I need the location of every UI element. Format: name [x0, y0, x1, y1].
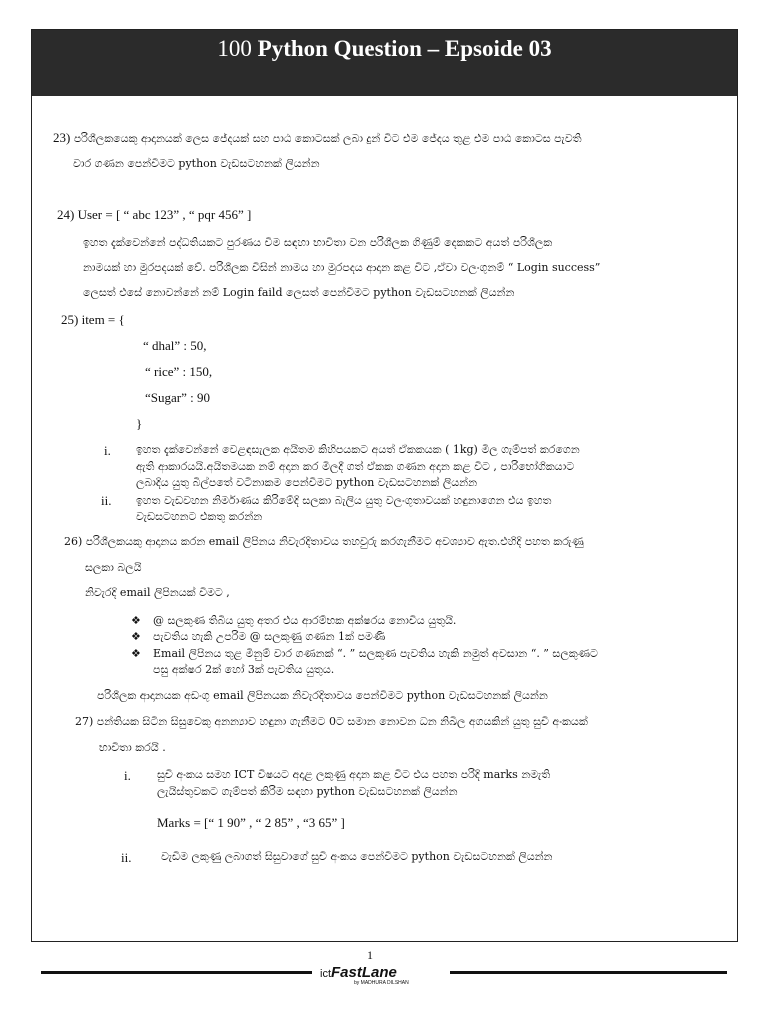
q27-sub-ii-label: ii.	[121, 850, 132, 865]
footer-rule-right	[450, 971, 727, 974]
q26-bullet-2-icon: ❖	[131, 630, 141, 643]
q23-text-1: පරිශීලකයෙකු ආදානයක් ලෙස ජේදයක් සහ පාඨ කොටසක් ලබා දුන් විට එම ජේදය තුළ එම පාඨ කොටස පැවති	[73, 132, 582, 145]
q25-sub-ii-line-1: ඉහත වැඩවහන නිර්මාණය කිරිමේදි සලකා බැලිය යුතු වලංගුතාවයක් හඳුනාගෙන එය ඉහත	[136, 494, 552, 507]
logo-fastlane-text: FastLane	[331, 964, 397, 981]
q26-bullet-3-text-2: පසු අක්ෂර 2ක් හෝ 3ක් පැවතිය යුතුය.	[153, 663, 335, 676]
title-prefix: 100	[217, 36, 258, 61]
page-title: Python Question – Epsoide 03	[257, 36, 552, 61]
q23-number: 23)	[53, 130, 71, 145]
q26-bullet-2-text: පැවතිය හැකි උපරිම @ සලකුණු ගණන 1ක් පමණි	[153, 630, 386, 643]
q25-sub-i-line-2: ඇති ආකාරයයි.අයිතමයක නම් අදාන කර මිලදී ගත් ඒකක ගණන අදාන කළ විට , පාරිභෝගිකයාට	[136, 460, 575, 473]
q26-closing: පරිශීලක ආදානයක අඩංගු email ලිපිනයක නිවැරදිතාවය පෙන්වීමට python වැඩසටහනක් ලියන්න	[97, 689, 548, 702]
q26-bullet-3-icon: ❖	[131, 647, 141, 660]
q27-sub-i-line-2: ලැයිස්තුවකට ගැම්පත් කිරිම සඳහා python වැඩසටහනක් ලියන්න	[157, 785, 458, 798]
logo-ict-text: ict	[320, 968, 331, 980]
q25-sub-ii-line-2: වැඩසටහනට එකතු කරන්න	[136, 510, 263, 523]
q25-sub-i-label: i.	[104, 443, 111, 458]
q25-entry-rice: “ rice” : 150,	[145, 364, 213, 379]
footer-rule-left	[41, 971, 312, 974]
ictfastlane-logo	[320, 962, 440, 992]
q24-line-1: ඉහත දැක්වෙන්නේ පද්ධතියකට පුරණය වීම සඳහා භාවිතා වන පරිශීලක ගිණුම් දෙකකට අයත් පරිශීලක	[83, 236, 553, 249]
q27-sub-i-code: Marks = [“ 1 90” , “ 2 85” , “3 65” ]	[157, 815, 345, 830]
q25-entry-sugar: “Sugar” : 90	[145, 390, 210, 405]
q25-sub-i-line-3: ලබාදිය යුතු බිල්පතේ වටිනාකම පෙන්වීමට python වැඩසටහනක් ලියන්න	[136, 476, 478, 489]
q27-sub-i-line-1: සුචි අංකය සමහ ICT විෂයට අදාළ ලකුණු අදාන කළ විට එය පහත පරිදි marks නමැති	[157, 768, 551, 781]
q26-bullet-1-icon: ❖	[131, 614, 141, 627]
page-number: 1	[367, 948, 373, 962]
q23-line-2: වාර ගණන පෙන්වීමට python වැඩසටහනක් ලියන්න	[73, 157, 320, 170]
q23-line-1	[53, 131, 582, 146]
q24-line-2: නාමයක් හා මුරපදයක් වේ. පරිශීලක විසින් නාමය හා මුරපදය ආදාන කළ විට ,ඒවා වලංගුනම් “ Login success”	[83, 261, 601, 274]
q25-code-open: 25) item = {	[61, 312, 125, 327]
q25-sub-i-line-1: ඉහත දැක්වෙන්නේ වෙළඳසැලක අයිතම කිහිපයකට අයත් ඒකකයක ( 1kg) මිල ගැම්පත් කරගෙන	[136, 443, 580, 456]
q24-line-3: ලෙසත් එසේ නොවන්නේ නම් Login faild ලෙසත් පෙන්වීමට python වැඩසටහනක් ලියන්න	[83, 286, 515, 299]
q25-code-close: }	[136, 416, 143, 431]
q27-line-2: භාවිතා කරයි .	[99, 741, 166, 754]
q27-sub-ii-line-1: වැඩිම ලකුණු ලබාගත් සිසුවාගේ සුචි අංකය පෙන්වීමට python වැඩසටහනක් ලියන්න	[161, 850, 553, 863]
q25-entry-dhal: “ dhal” : 50,	[143, 338, 207, 353]
q26-bullet-3-text-1: Email ලිපිනය තුළ මිනුම් වාර ගණනක් “. ” සලකුණ පැවතිය හැකි නමුත් අවසාන “. ” සලකුණට	[153, 647, 598, 660]
q26-line-1: 26) පරිශීලකයකු ආදානය කරන email ලිපිනය නිවැරදිතාවය තහවුරු කරගැනීමට අවශ්‍යාව ඇත.එහිදි පහත කරුණු	[64, 535, 584, 548]
q25-sub-ii-label: ii.	[101, 493, 112, 508]
q26-bullet-1-text: @ සලකුණ තිබිය යුතු අතර එය ආරම්භක අක්ෂරය නොවිය යුතුයි.	[153, 614, 457, 627]
q27-sub-i-label: i.	[124, 768, 131, 783]
q26-line-3: නිවැරදි email ලිපිනයක් විමට ,	[85, 586, 230, 599]
logo-byline: by MADHURA DILSHAN	[354, 980, 409, 986]
q24-code: 24) User = [ “ abc 123” , “ pqr 456” ]	[57, 207, 252, 222]
q27-line-1: 27) පන්තියක සිටින සිසුවෙකු අනන්‍යාව හඳුනා ගැනීමට 0ට සමාන නොවන ධන නිඛිල අගයකින් යුතු සුචි අංකයක්	[75, 715, 588, 728]
q26-line-2: සලකා බලයි	[85, 561, 142, 574]
